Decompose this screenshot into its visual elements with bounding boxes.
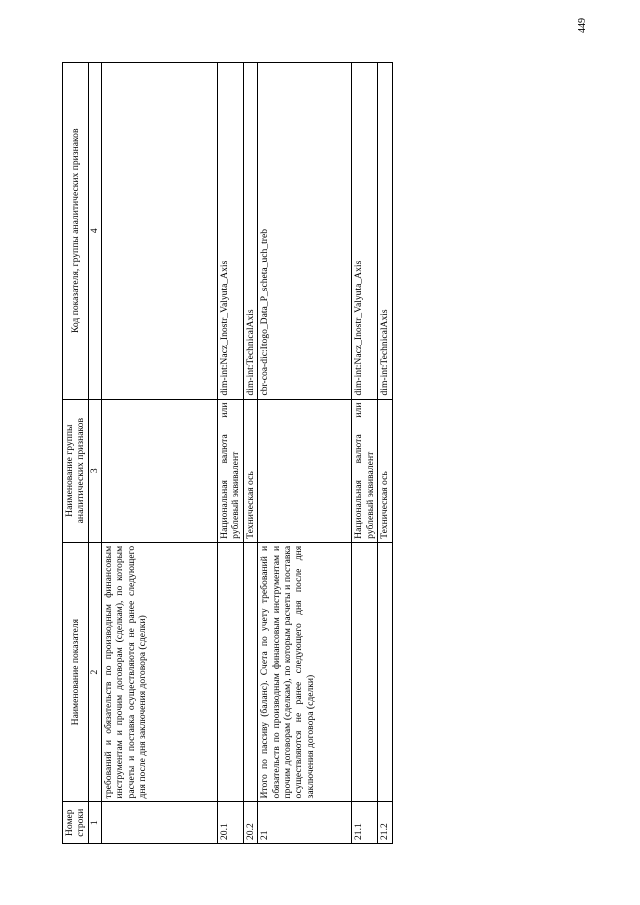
document-page bbox=[62, 62, 391, 844]
row-number: 21.2 bbox=[378, 802, 392, 844]
indicator-code: dim-int:Nacz_Inostr_Valyuta_Axis bbox=[217, 63, 243, 400]
indicator-code: cbr-coa-dic:Itogo_Data_P_scheta_uch_treb bbox=[258, 63, 352, 400]
row-number bbox=[101, 802, 217, 844]
column-number: 2 bbox=[88, 542, 101, 802]
column-number: 3 bbox=[88, 399, 101, 542]
column-number-row bbox=[88, 63, 101, 844]
group-name: Техническая ось bbox=[243, 399, 257, 542]
row-number: 21.1 bbox=[352, 802, 378, 844]
group-name bbox=[101, 399, 217, 542]
indicator-name bbox=[352, 542, 378, 802]
header-row bbox=[63, 63, 89, 844]
indicator-name bbox=[243, 542, 257, 802]
table-row bbox=[101, 63, 217, 844]
group-name bbox=[258, 399, 352, 542]
page-number: 449 bbox=[577, 18, 588, 33]
indicator-name: Итого по пассиву (баланс). Счета по учету требований и обязательств по производным финансовым инструментам и прочим договорам (сделкам), по которым расчеты и поставка осуществляются не ранее следующего дня после дня заключения договора (сделки) bbox=[258, 542, 352, 802]
group-name: Техническая ось bbox=[378, 399, 392, 542]
header-code: Код показателя, группы аналитических признаков bbox=[63, 63, 89, 400]
group-name: Национальная валюта или рублевый эквивалент bbox=[217, 399, 243, 542]
indicator-name bbox=[217, 542, 243, 802]
row-number: 20.2 bbox=[243, 802, 257, 844]
table-row bbox=[258, 63, 352, 844]
header-indicator-name: Наименование показателя bbox=[63, 542, 89, 802]
header-group-name: Наименование группы аналитических признаков bbox=[63, 399, 89, 542]
indicator-name bbox=[378, 542, 392, 802]
column-number: 1 bbox=[88, 802, 101, 844]
rotated-table-container bbox=[62, 62, 391, 844]
table-row bbox=[217, 63, 243, 844]
row-number: 20.1 bbox=[217, 802, 243, 844]
indicator-code: dim-int:TechnicalAxis bbox=[378, 63, 392, 400]
table-row bbox=[243, 63, 257, 844]
table-row bbox=[352, 63, 378, 844]
table-row bbox=[378, 63, 392, 844]
indicator-name: требований и обязательств по производным финансовым инструментам и прочим договорам (сделкам), по которым расчеты и поставка осуществляются не ранее следующего дня после дня заключения договора (сделки) bbox=[101, 542, 217, 802]
group-name: Национальная валюта или рублевый эквивалент bbox=[352, 399, 378, 542]
indicator-table bbox=[62, 62, 393, 844]
indicator-code bbox=[101, 63, 217, 400]
indicator-code: dim-int:TechnicalAxis bbox=[243, 63, 257, 400]
indicator-code: dim-int:Nacz_Inostr_Valyuta_Axis bbox=[352, 63, 378, 400]
row-number: 21 bbox=[258, 802, 352, 844]
column-number: 4 bbox=[88, 63, 101, 400]
header-row-number: Номер строки bbox=[63, 802, 89, 844]
